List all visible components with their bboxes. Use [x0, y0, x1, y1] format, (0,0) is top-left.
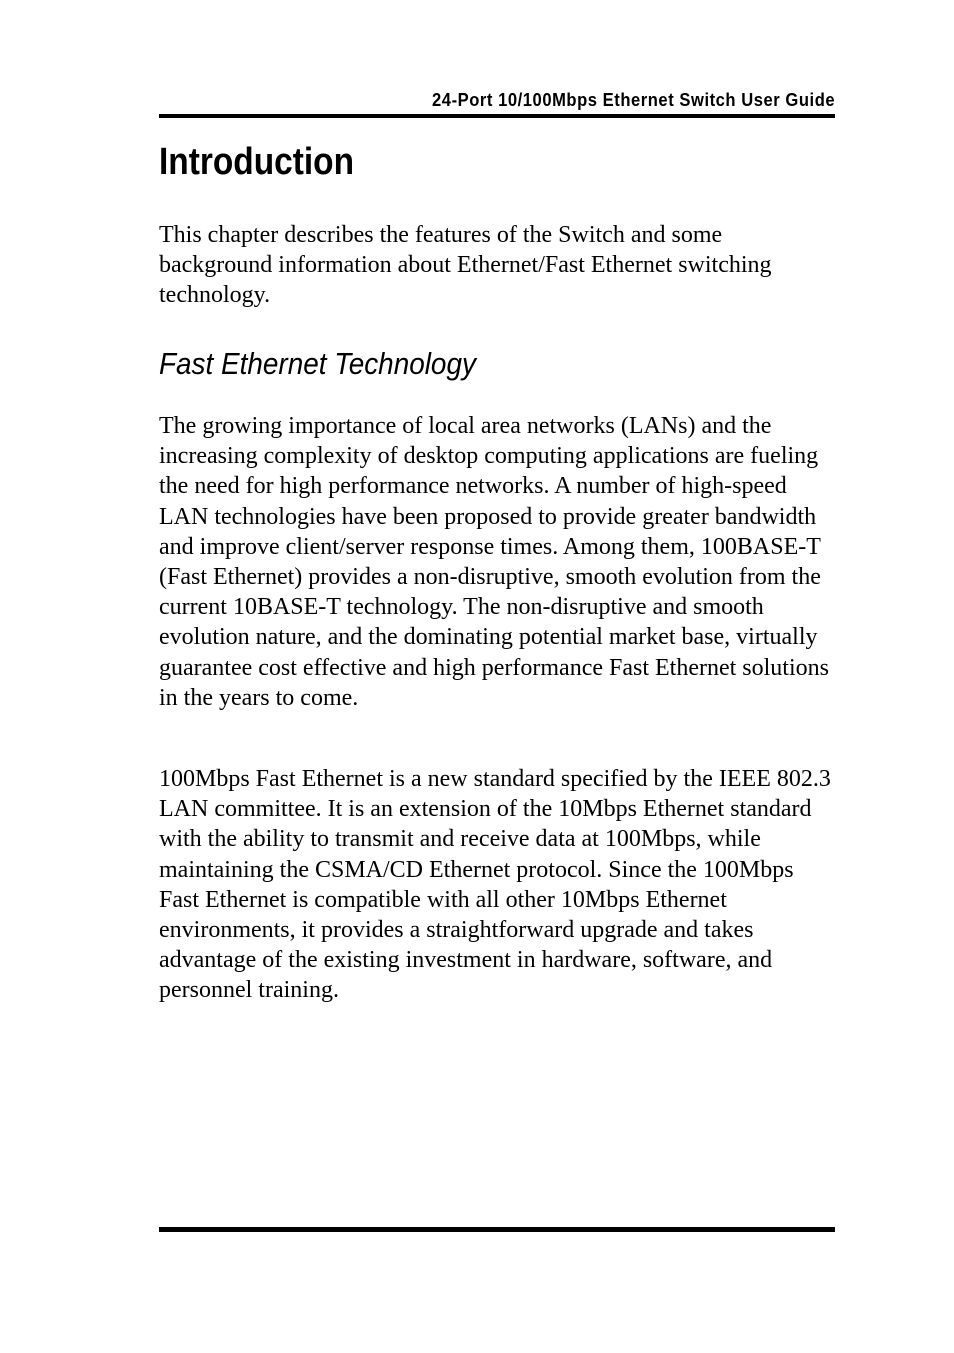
- body-paragraph: The growing importance of local area networks (LANs) and the increasing complexity of desktop computing applications are fueling the need for high performance networks. A number of high-speed LAN technologies have been proposed to provide greater bandwidth and improve client/server response times. Among them, 100BASE-T (Fast Ethernet) provides a non-disruptive, smooth evolution from the current 10BASE-T technology. The non-disruptive and smooth evolution nature, and the dominating potential market base, virtually guarantee cost effective and high performance Fast Ethernet solutions in the years to come.: [159, 413, 829, 711]
- header-rule: [159, 114, 835, 118]
- chapter-title: Introduction: [159, 141, 355, 183]
- running-header: 24-Port 10/100Mbps Ethernet Switch User Guide: [431, 90, 835, 110]
- intro-paragraph: This chapter describes the features of the Switch and some background information about Ethernet/Fast Ethernet switching technology.: [159, 222, 772, 309]
- body-paragraph: 100Mbps Fast Ethernet is a new standard specified by the IEEE 802.3 LAN committee. It is an extension of the 10Mbps Ethernet standard with the ability to transmit and receive data at 100Mbps, while maintaining the CSMA/CD Ethernet protocol. Since the 100Mbps Fast Ethernet is compatible with all other 10Mbps Ethernet environments, it provides a straightforward upgrade and takes advantage of the existing investment in hardware, software, and personnel training.: [159, 766, 831, 1004]
- section-heading: Fast Ethernet Technology: [159, 346, 476, 381]
- footer-rule: [159, 1227, 835, 1232]
